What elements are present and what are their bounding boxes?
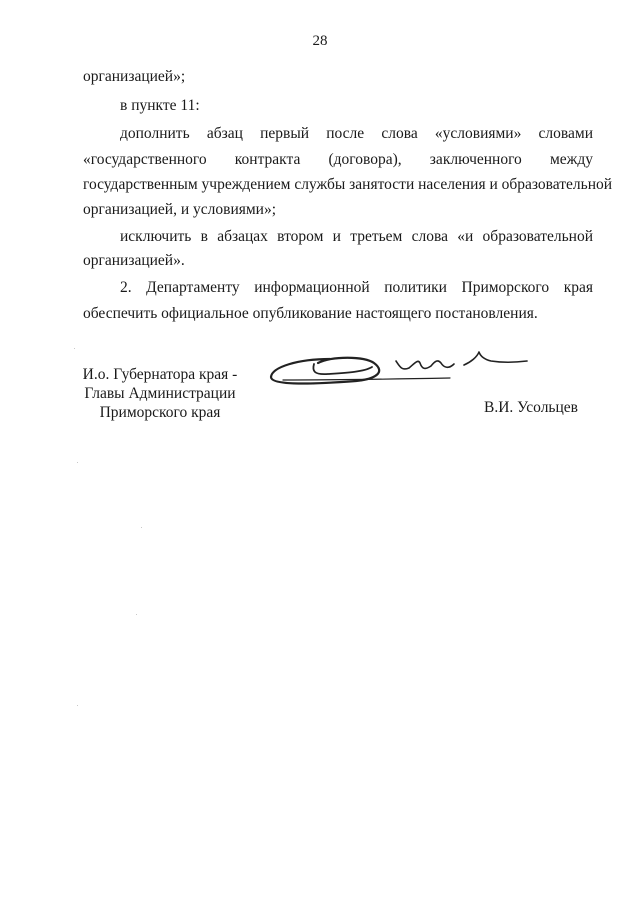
scan-artifact — [74, 348, 75, 349]
signatory-position-line: Приморского края — [99, 404, 221, 421]
signatory-position-line: Главы Администрации — [84, 385, 236, 402]
signatory-name: В.И. Усольцев — [484, 399, 578, 416]
handwritten-signature — [268, 345, 530, 390]
text-line: «государственного контракта (договора), заключенного между — [83, 151, 593, 168]
scan-artifact — [136, 614, 137, 615]
page-number: 28 — [312, 33, 328, 49]
signatory-position-line: И.о. Губернатора края - — [82, 366, 238, 383]
text-line: обеспечить официальное опубликование настоящего постановления. — [83, 305, 538, 322]
text-line: 2. Департаменту информационной политики Приморского края — [120, 279, 593, 296]
scan-artifact — [77, 462, 78, 463]
text-line: в пункте 11: — [120, 97, 200, 114]
text-line: государственным учреждением службы занятости населения и образовательной — [83, 176, 613, 193]
text-line: организацией». — [83, 252, 185, 269]
scan-artifact — [141, 527, 142, 528]
signatory-position — [70, 365, 250, 422]
text-line: исключить в абзацах втором и третьем слова «и образовательной — [120, 228, 593, 245]
text-line: организацией»; — [83, 68, 186, 85]
text-line: дополнить абзац первый после слова «условиями» словами — [120, 125, 593, 142]
scan-artifact — [77, 705, 78, 706]
text-line: организацией, и условиями»; — [83, 201, 277, 218]
